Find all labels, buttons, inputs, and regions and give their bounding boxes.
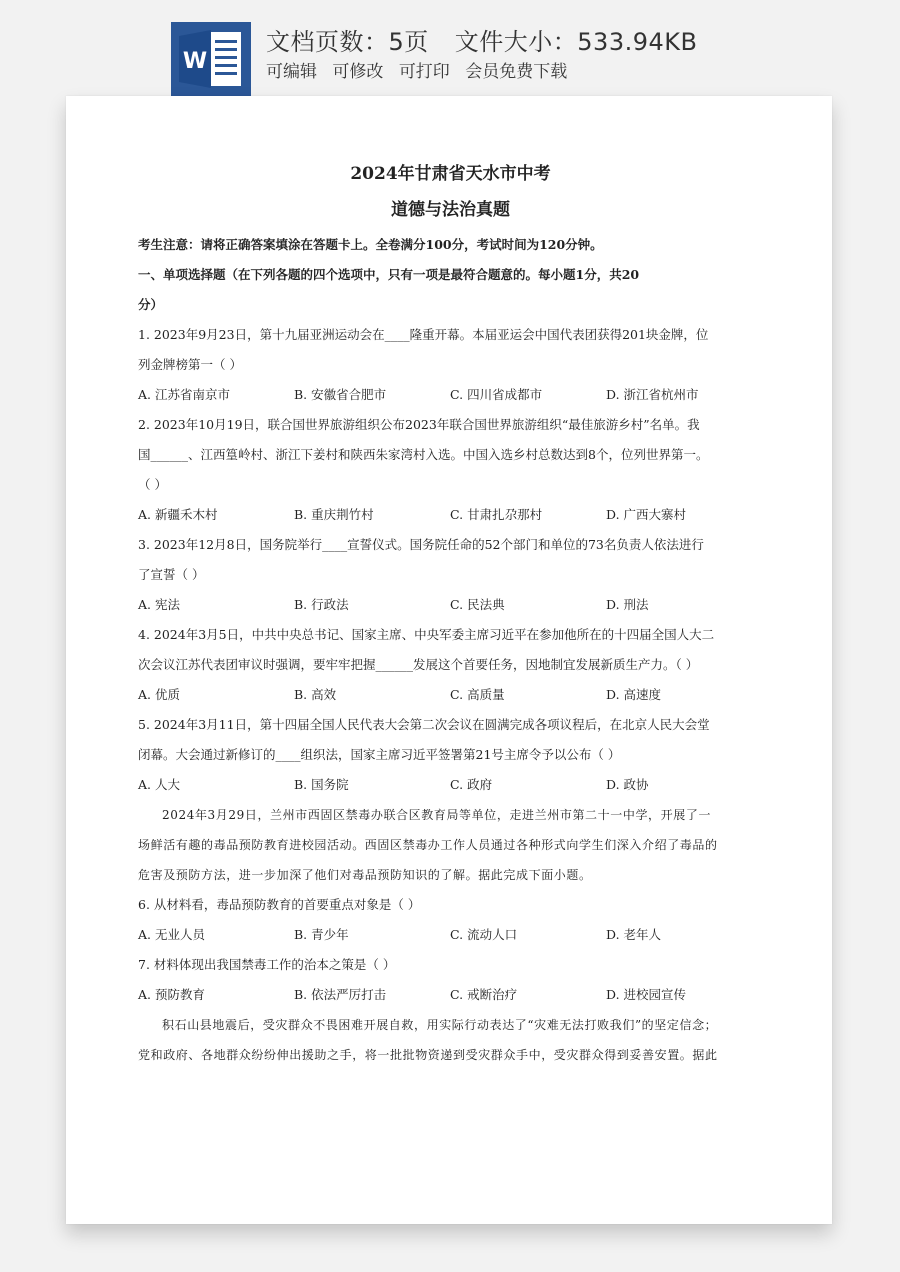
option-d: D. 进校园宣传 <box>606 987 687 1002</box>
section-heading-cont: 分） <box>138 297 164 312</box>
question-2-options <box>138 500 763 530</box>
option-b: B. 行政法 <box>294 597 349 612</box>
material-1-cont: 场鲜活有趣的毒品预防教育进校园活动。西固区禁毒办工作人员通过各种形式向学生们深入介绍了毒品的 <box>138 838 718 852</box>
option-c: C. 四川省成都市 <box>450 387 543 402</box>
option-d: D. 老年人 <box>606 927 662 942</box>
option-d: D. 浙江省杭州市 <box>606 387 699 402</box>
question-1-options <box>138 380 763 410</box>
material-1-end: 危害及预防方法，进一步加深了他们对毒品预防知识的了解。据此完成下面小题。 <box>138 868 592 882</box>
option-b: B. 重庆荆竹村 <box>294 507 374 522</box>
option-a: A. 无业人员 <box>138 927 205 942</box>
option-a: A. 优质 <box>138 687 180 702</box>
download-banner <box>0 0 900 96</box>
question-4-cont: 次会议江苏代表团审议时强调，要牢牢把握______发展这个首要任务，因地制宜发展新质生产力。（ ） <box>138 657 699 672</box>
question-1: 1. 2023年9月23日，第十九届亚洲运动会在____隆重开幕。本届亚运会中国代表团获得201块金牌，位 <box>138 327 709 342</box>
option-a: A. 宪法 <box>138 597 180 612</box>
option-c: C. 政府 <box>450 777 493 792</box>
option-c: C. 甘肃扎尕那村 <box>450 507 543 522</box>
question-3-cont: 了宣誓（ ） <box>138 567 205 582</box>
option-d: D. 高速度 <box>606 687 662 702</box>
question-6-options <box>138 920 763 950</box>
section-heading: 一、单项选择题（在下列各题的四个选项中，只有一项是最符合题意的。每小题1分，共20 <box>138 267 640 282</box>
question-4: 4. 2024年3月5日，中共中央总书记、国家主席、中央军委主席习近平在参加他所在的十四届全国人大二 <box>138 627 715 642</box>
option-a: A. 新疆禾木村 <box>138 507 218 522</box>
svg-text:W: W <box>182 49 208 74</box>
option-b: B. 高效 <box>294 687 337 702</box>
material-1: 2024年3月29日，兰州市西固区禁毒办联合区教育局等单位，走进兰州市第二十一中学，开展了一 <box>162 808 712 822</box>
option-a: A. 江苏省南京市 <box>138 387 230 402</box>
option-b: B. 安徽省合肥市 <box>294 387 387 402</box>
option-a: A. 预防教育 <box>138 987 205 1002</box>
option-d: D. 广西大寨村 <box>606 507 687 522</box>
option-c: C. 戒断治疗 <box>450 987 518 1002</box>
feature-list <box>266 57 577 82</box>
question-4-options <box>138 680 763 710</box>
file-info <box>266 22 697 57</box>
option-c: C. 流动人口 <box>450 927 518 942</box>
feature-printable: 可打印 <box>398 62 450 82</box>
exam-title: 2024年甘肃省天水市中考 <box>350 164 551 184</box>
question-2: 2. 2023年10月19日，联合国世界旅游组织公布2023年联合国世界旅游组织“最佳旅游乡村”名单。我 <box>138 417 700 432</box>
question-7: 7. 材料体现出我国禁毒工作的治本之策是（ ） <box>138 957 396 972</box>
option-c: C. 民法典 <box>450 597 505 612</box>
option-d: D. 刑法 <box>606 597 649 612</box>
option-a: A. 人大 <box>138 777 180 792</box>
question-3: 3. 2023年12月8日，国务院举行____宣誓仪式。国务院任命的52个部门和单位的73名负责人依法进行 <box>138 537 704 552</box>
question-2-bracket: （ ） <box>138 477 167 492</box>
document-content <box>138 158 763 1070</box>
question-5-options <box>138 770 763 800</box>
option-b: B. 国务院 <box>294 777 349 792</box>
option-c: C. 高质量 <box>450 687 505 702</box>
exam-subject: 道德与法治真题 <box>391 200 510 220</box>
word-icon <box>171 22 251 96</box>
option-d: D. 政协 <box>606 777 649 792</box>
question-3-options <box>138 590 763 620</box>
question-2-cont: 国______、江西篁岭村、浙江下姜村和陕西朱家湾村入选。中国入选乡村总数达到8个，位列世界第一。 <box>138 447 709 462</box>
document-page <box>66 96 832 1224</box>
question-7-options <box>138 980 763 1010</box>
option-b: B. 青少年 <box>294 927 349 942</box>
question-1-cont: 列金牌榜第一（ ） <box>138 357 242 372</box>
material-2-cont: 党和政府、各地群众纷纷伸出援助之手，将一批批物资递到受灾群众手中，受灾群众得到妥善安置。据此 <box>138 1048 718 1062</box>
feature-modifiable: 可修改 <box>332 62 384 82</box>
question-5-cont: 闭幕。大会通过新修订的____组织法，国家主席习近平签署第21号主席令予以公布（ ） <box>138 747 621 762</box>
feature-member-download: 会员免费下载 <box>465 62 568 82</box>
material-2: 积石山县地震后，受灾群众不畏困难开展自救，用实际行动表达了“灾难无法打败我们”的坚定信念； <box>162 1018 718 1032</box>
page-count: 文档页数：5页 <box>266 28 429 56</box>
question-5: 5. 2024年3月11日，第十四届全国人民代表大会第二次会议在圆满完成各项议程后，在北京人民大会堂 <box>138 717 710 732</box>
option-b: B. 依法严厉打击 <box>294 987 387 1002</box>
exam-notice: 考生注意：请将正确答案填涂在答题卡上。全卷满分100分，考试时间为120分钟。 <box>138 237 603 252</box>
question-6: 6. 从材料看，毒品预防教育的首要重点对象是（ ） <box>138 897 421 912</box>
file-size: 文件大小：533.94KB <box>454 28 698 56</box>
feature-editable: 可编辑 <box>266 62 317 82</box>
